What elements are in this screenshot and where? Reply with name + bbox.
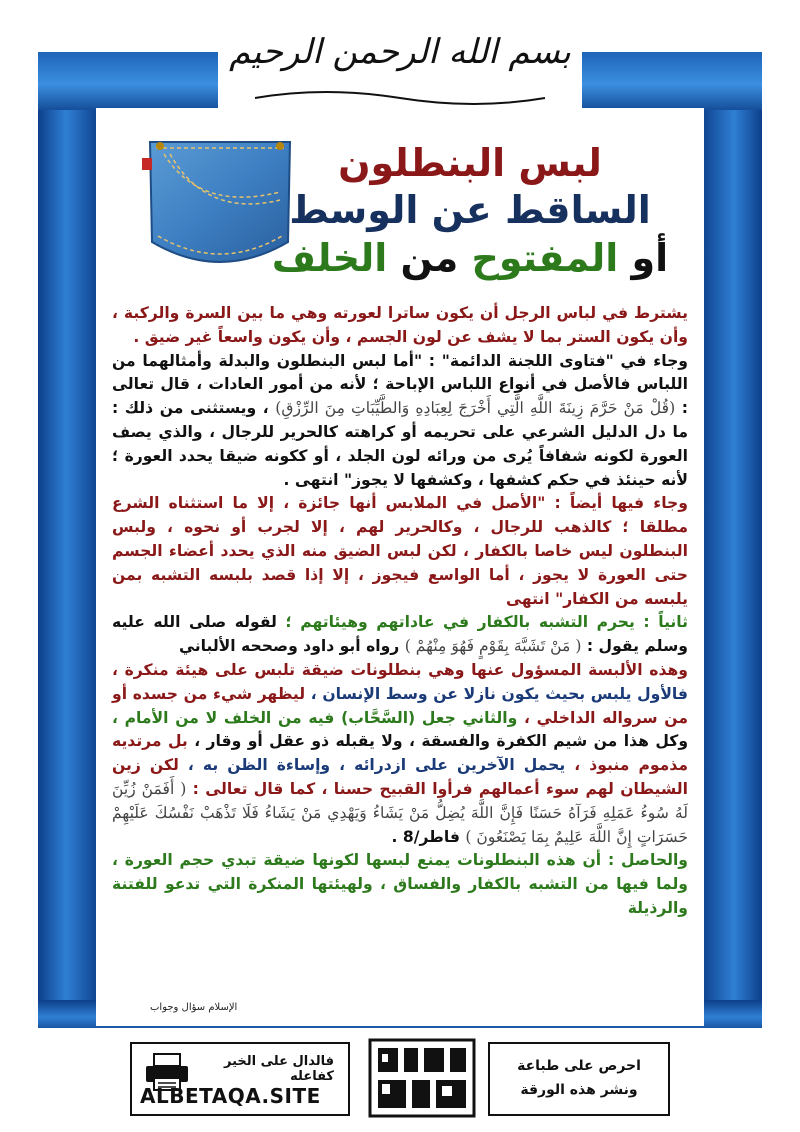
footer-print-line-1: احرص على طباعة <box>517 1058 641 1074</box>
paragraph-1 <box>112 302 688 350</box>
text-span: يحمل الآخرين على ازدرائه ، وإساءة الظن به ، <box>187 756 566 775</box>
paragraph-5 <box>112 659 688 849</box>
paragraph-2 <box>112 350 688 493</box>
quran-verse: ( أَفَمَنْ زُيِّنَ لَهُ سُوءُ عَمَلِهِ فَرَآهُ حَسَنًا فَإِنَّ اللَّهَ يُضِلُّ مَنْ يَشَاءُ وَيَهْدِي مَنْ يَشَاءُ فَلَا تَذْهَبْ نَفْسُكَ عَلَيْهِمْ حَسَرَاتٍ إِنَّ اللَّهَ عَلِيمٌ بِمَا يَصْنَعُونَ ) <box>112 779 688 846</box>
title-line-2: الساقط عن الوسط <box>289 188 651 232</box>
title-line-3-green-2: الخلف <box>271 236 388 280</box>
title-line-1: لبس البنطلون <box>338 141 602 185</box>
frame-left <box>38 110 100 1030</box>
hadith-quote: ( مَنْ تَشَبَّهَ بِقَوْمٍ فَهُوَ مِنْهُمْ ) <box>404 637 582 656</box>
footer <box>130 1036 670 1120</box>
text-span: وهذه الألبسة المسؤول عنها وهي بنطلونات ضيقة تلبس على هيئة منكرة ، <box>112 660 688 679</box>
footer-print-box <box>488 1042 670 1116</box>
basmala: بسم الله الرحمن الرحيم <box>229 32 571 72</box>
text-span: رواه أبو داود وصححه الألباني <box>178 637 400 656</box>
text-span: والحاصل : أن هذه البنطلونات يمنع لبسها لكونها ضيقة تبدي حجم العورة ، ولما فيها من التشبه بالكفار والفساق ، ولهيئتها المنكرة التي تدعو للفتنة والرذيلة <box>112 851 688 917</box>
text-span: وجاء فيها أيضاً : "الأصل في الملابس أنها جائزة ، إلا ما استثناه الشرع مطلقا ؛ كالذهب للرجال ، وكالحرير لهم ، إلا لجرب أو نحوه ، ولبس البنطلون ليس خاصا بالكفار ، لكن لبس الضيق منه الذي يحدد أعضاء الجسم حتى العورة لا يجوز ، أما الواسع فيجوز ، إلا إذا قصد بلبسه التشبه بمن يلبسه من الكفار" انتهى <box>112 494 688 608</box>
footer-site-link[interactable]: ALBETAQA.SITE <box>140 1084 321 1108</box>
text-span: بل مرتديه مذموم منبوذ ، <box>112 732 688 775</box>
title-line-3-green: المفتوح <box>471 236 619 280</box>
footer-print-line-2: ونشر هذه الورقة <box>520 1082 638 1098</box>
text-span: ، ويستثنى من ذلك : ما دل الدليل الشرعي على تحريمه أو كراهته كالحرير للرجال ، والذي يصف العورة لكونه شفافاً يُرى من ورائه لون الجلد ، أو ككونه ضيقا يحدد العورة ؛ لأنه حينئذ في حكم كشفها ، وكشفها لا يجوز" انتهى . <box>112 399 688 489</box>
dawa-waraqa-logo-icon <box>362 1036 482 1120</box>
basmala-flourish-icon <box>250 88 550 108</box>
source-credit: الإسلام سؤال وجواب <box>150 1002 238 1013</box>
title-line-3-prefix: أو <box>618 236 669 280</box>
text-span: فالأول يلبس بحيث يكون نازلا عن وسط الإنسان ، <box>310 684 688 703</box>
paragraph-4 <box>112 611 688 659</box>
text-span: وجاء في "فتاوى اللجنة الدائمة" : "أما لبس البنطلون والبدلة وأمثالهما من اللباس فالأصل في أنواع اللباس الإباحة ؛ لأنه من أمور العادات ، قال تعالى : <box>112 351 689 418</box>
article-body <box>112 302 688 921</box>
paragraph-6 <box>112 849 688 920</box>
footer-site-box <box>130 1042 350 1116</box>
quran-verse: (قُلْ مَنْ حَرَّمَ زِينَةَ اللَّهِ الَّتِي أَخْرَجَ لِعِبَادِهِ وَالطَّيِّبَاتِ مِنَ الرِّزْقِ) <box>275 399 676 418</box>
paragraph-3 <box>112 492 688 611</box>
text-span: ثانياً : يحرم التشبه بالكفار في عاداتهم وهيئاتهم ؛ <box>285 613 688 632</box>
text-span: والثاني جعل (السَّحَّاب) فيه من الخلف لا من الأمام ، <box>112 708 518 727</box>
text-span: ليظهر شيء من جسده أو من سرواله الداخلي ، <box>112 684 688 727</box>
frame-right <box>700 110 762 1030</box>
title-line-3-suffix: من <box>387 236 472 280</box>
text-span: وكل هذا من شيم الكفرة والفسقة ، ولا يقبله ذو عقل أو وقار ، <box>194 732 689 751</box>
text-span: لقوله صلى الله عليه وسلم يقول : <box>112 613 688 656</box>
text-span: يشترط في لباس الرجل أن يكون ساترا لعورته وهي ما بين السرة والركبة ، وأن يكون الستر بما لا يشف عن لون الجسم ، وأن يكون واسعاً غير ضيق . <box>112 304 688 346</box>
text-span: لكن زين الشيطان لهم سوء أعمالهم فرأوا القبيح حسنا ، كما قال تعالى : <box>112 756 688 798</box>
title-line-3 <box>260 234 680 282</box>
footer-proverb: فالدال على الخير كفاعله <box>223 1054 334 1084</box>
page-title <box>260 140 680 282</box>
text-span: فاطر/8 . <box>391 827 460 846</box>
